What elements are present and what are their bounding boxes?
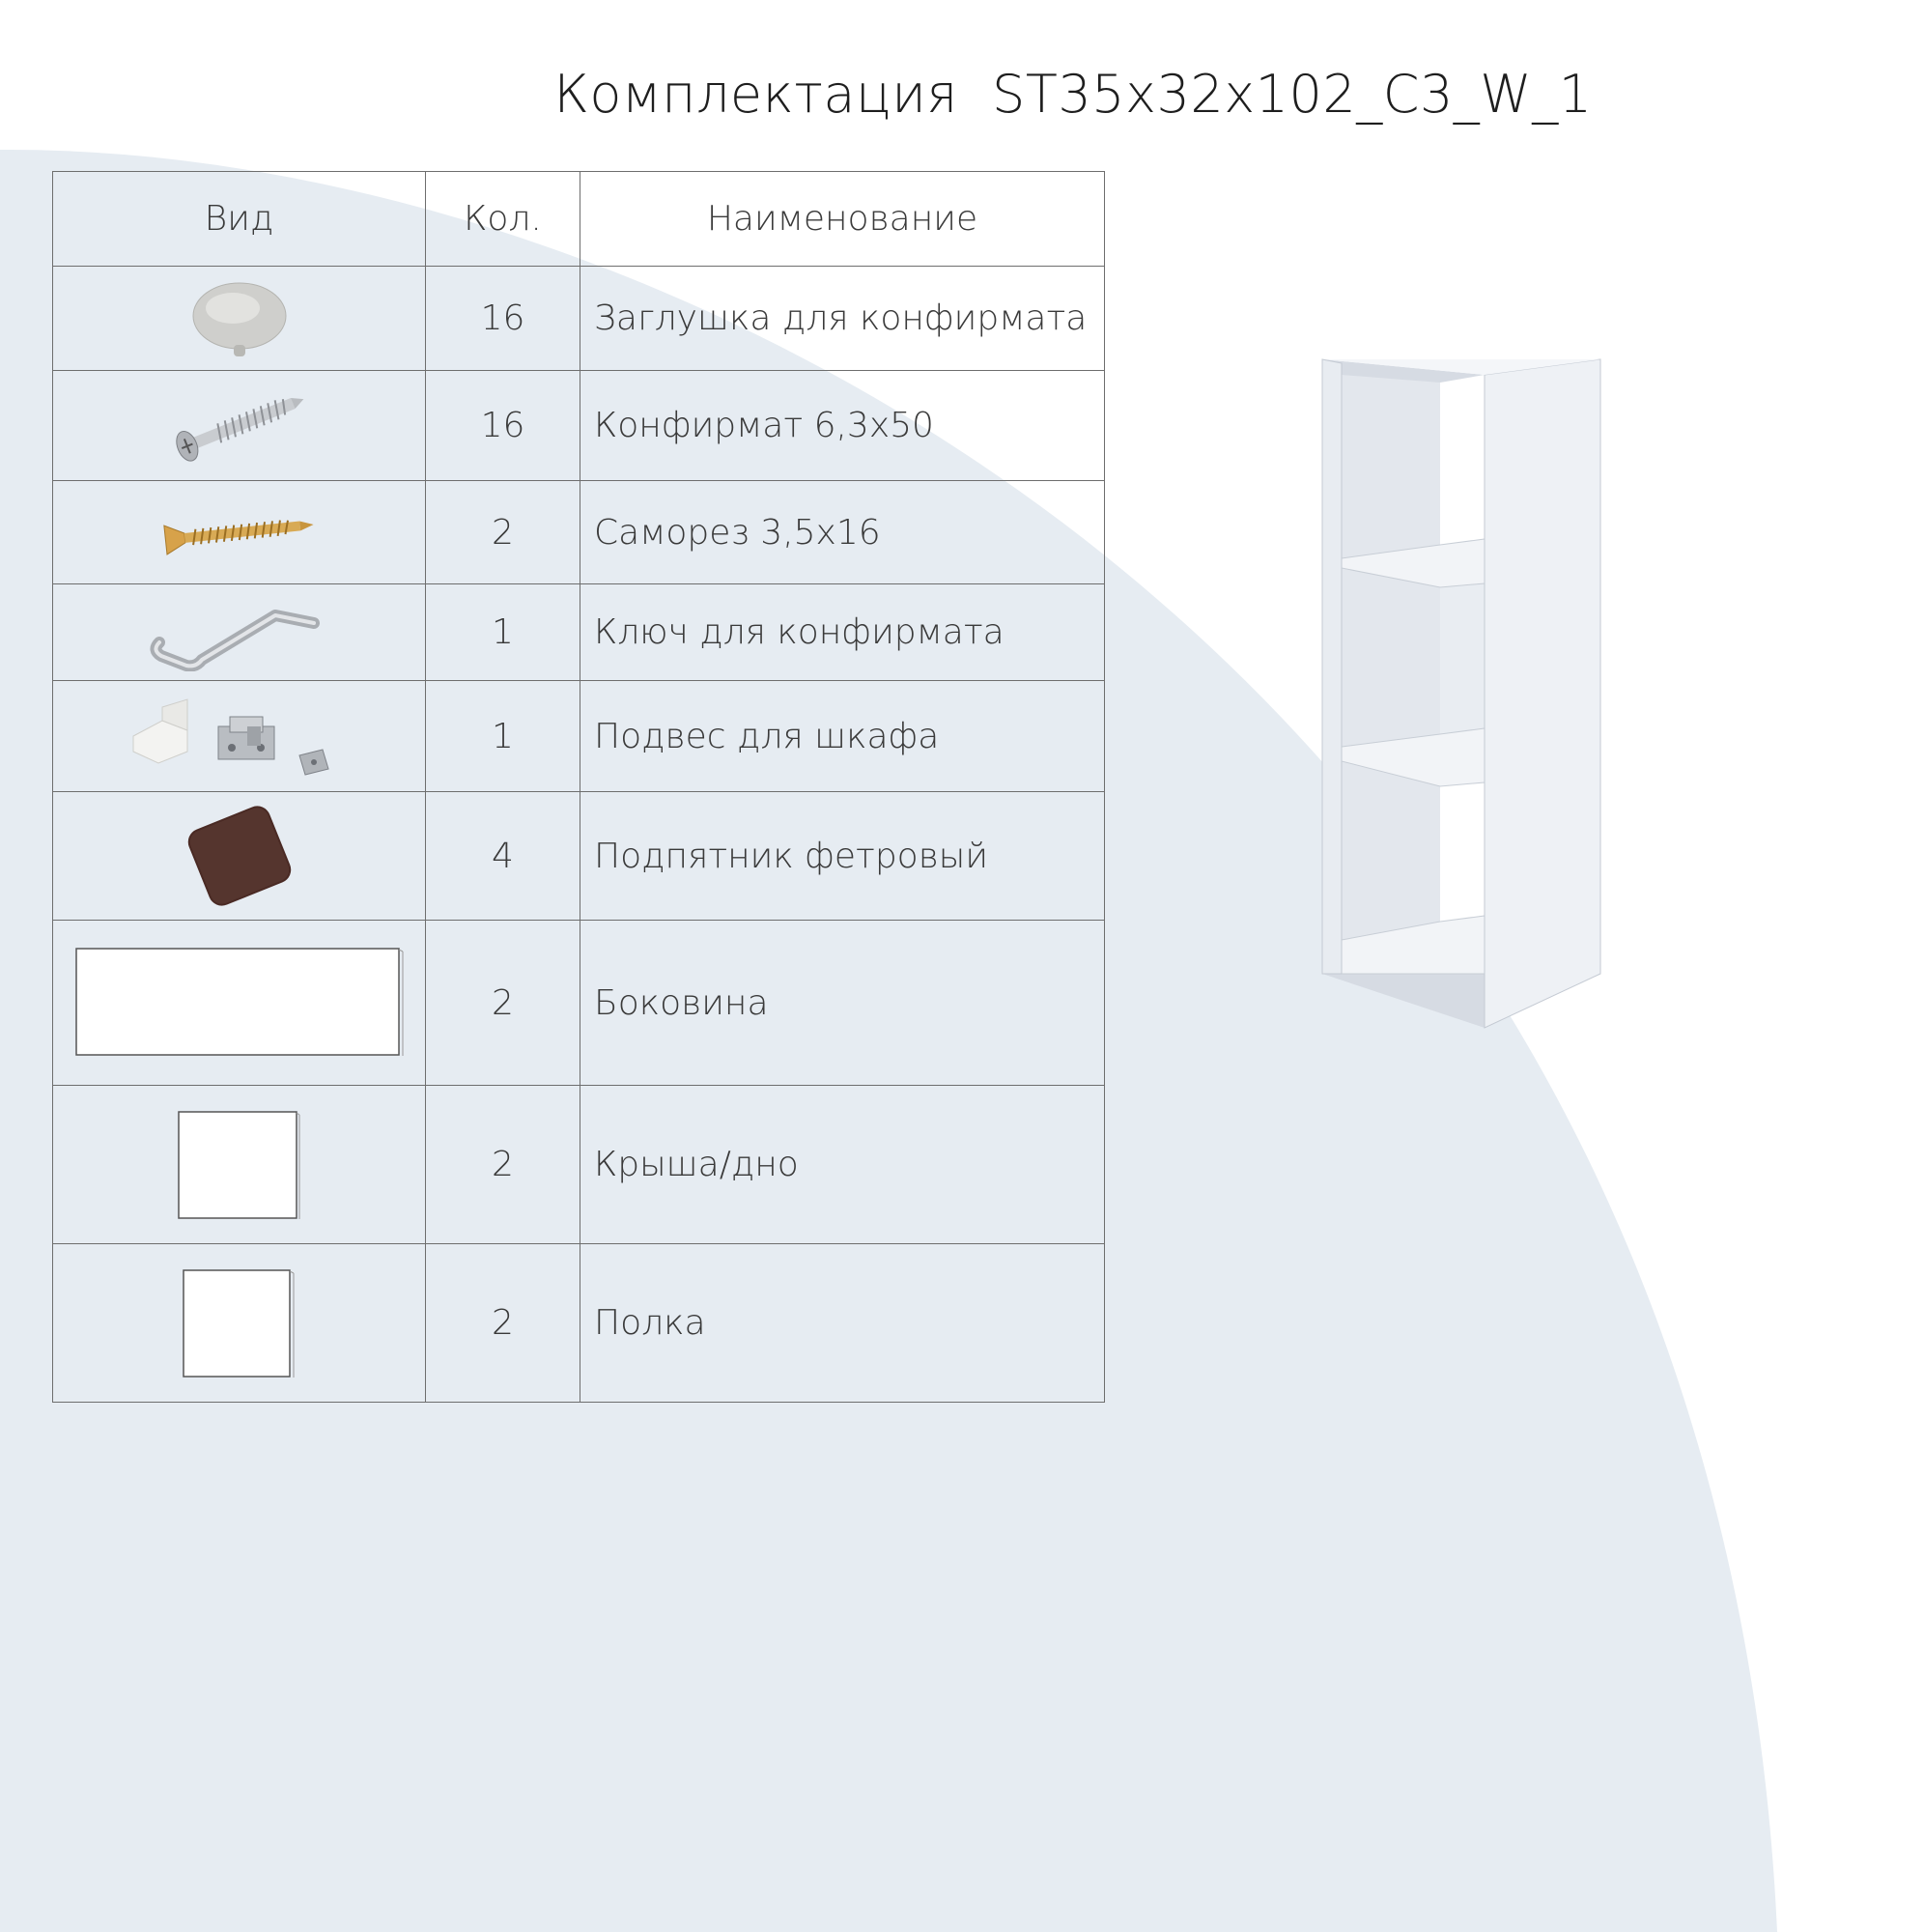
- row-qty: 2: [426, 481, 580, 584]
- confirmat-cap-icon: [186, 275, 293, 362]
- row-name: Ключ для конфирмата: [580, 584, 1105, 681]
- row-name: Полка: [580, 1244, 1105, 1403]
- page-title: Комплектация ST35x32x102_C3_W_1: [553, 64, 1593, 125]
- shelf-panel-icon: [182, 1266, 297, 1380]
- row-name: Конфирмат 6,3х50: [580, 371, 1105, 481]
- table-header-row: [53, 172, 1105, 267]
- top-bottom-panel-icon: [177, 1108, 302, 1222]
- row-qty: 2: [426, 921, 580, 1086]
- row-qty: 4: [426, 792, 580, 921]
- side-panel-icon: [74, 947, 405, 1059]
- row-name: Крыша/дно: [580, 1086, 1105, 1244]
- row-qty: 16: [426, 267, 580, 371]
- row-qty: 1: [426, 584, 580, 681]
- header-qty: Кол.: [426, 172, 580, 267]
- header-name: Наименование: [580, 172, 1105, 267]
- kit-table: [52, 171, 1105, 1403]
- row-name: Подпятник фетровый: [580, 792, 1105, 921]
- row-name: Боковина: [580, 921, 1105, 1086]
- row-name: Заглушка для конфирмата: [580, 267, 1105, 371]
- row-name: Саморез 3,5х16: [580, 481, 1105, 584]
- table-row: [53, 371, 1105, 481]
- row-qty: 1: [426, 681, 580, 792]
- row-qty: 2: [426, 1086, 580, 1244]
- table-row: [53, 267, 1105, 371]
- table-row: [53, 792, 1105, 921]
- wood-screw-icon: [157, 498, 322, 566]
- table-row: [53, 681, 1105, 792]
- hex-key-icon: [148, 594, 331, 671]
- table-row: [53, 584, 1105, 681]
- felt-pad-icon: [177, 798, 302, 914]
- row-qty: 16: [426, 371, 580, 481]
- row-name: Подвес для шкафа: [580, 681, 1105, 792]
- cabinet-hanger-icon: [124, 688, 355, 784]
- shelving-unit-image: [1318, 355, 1608, 1032]
- table-row: [53, 1244, 1105, 1403]
- confirmat-screw-icon: [162, 383, 317, 469]
- header-view: Вид: [53, 172, 426, 267]
- table-row: [53, 1086, 1105, 1244]
- table-row: [53, 921, 1105, 1086]
- row-qty: 2: [426, 1244, 580, 1403]
- table-row: [53, 481, 1105, 584]
